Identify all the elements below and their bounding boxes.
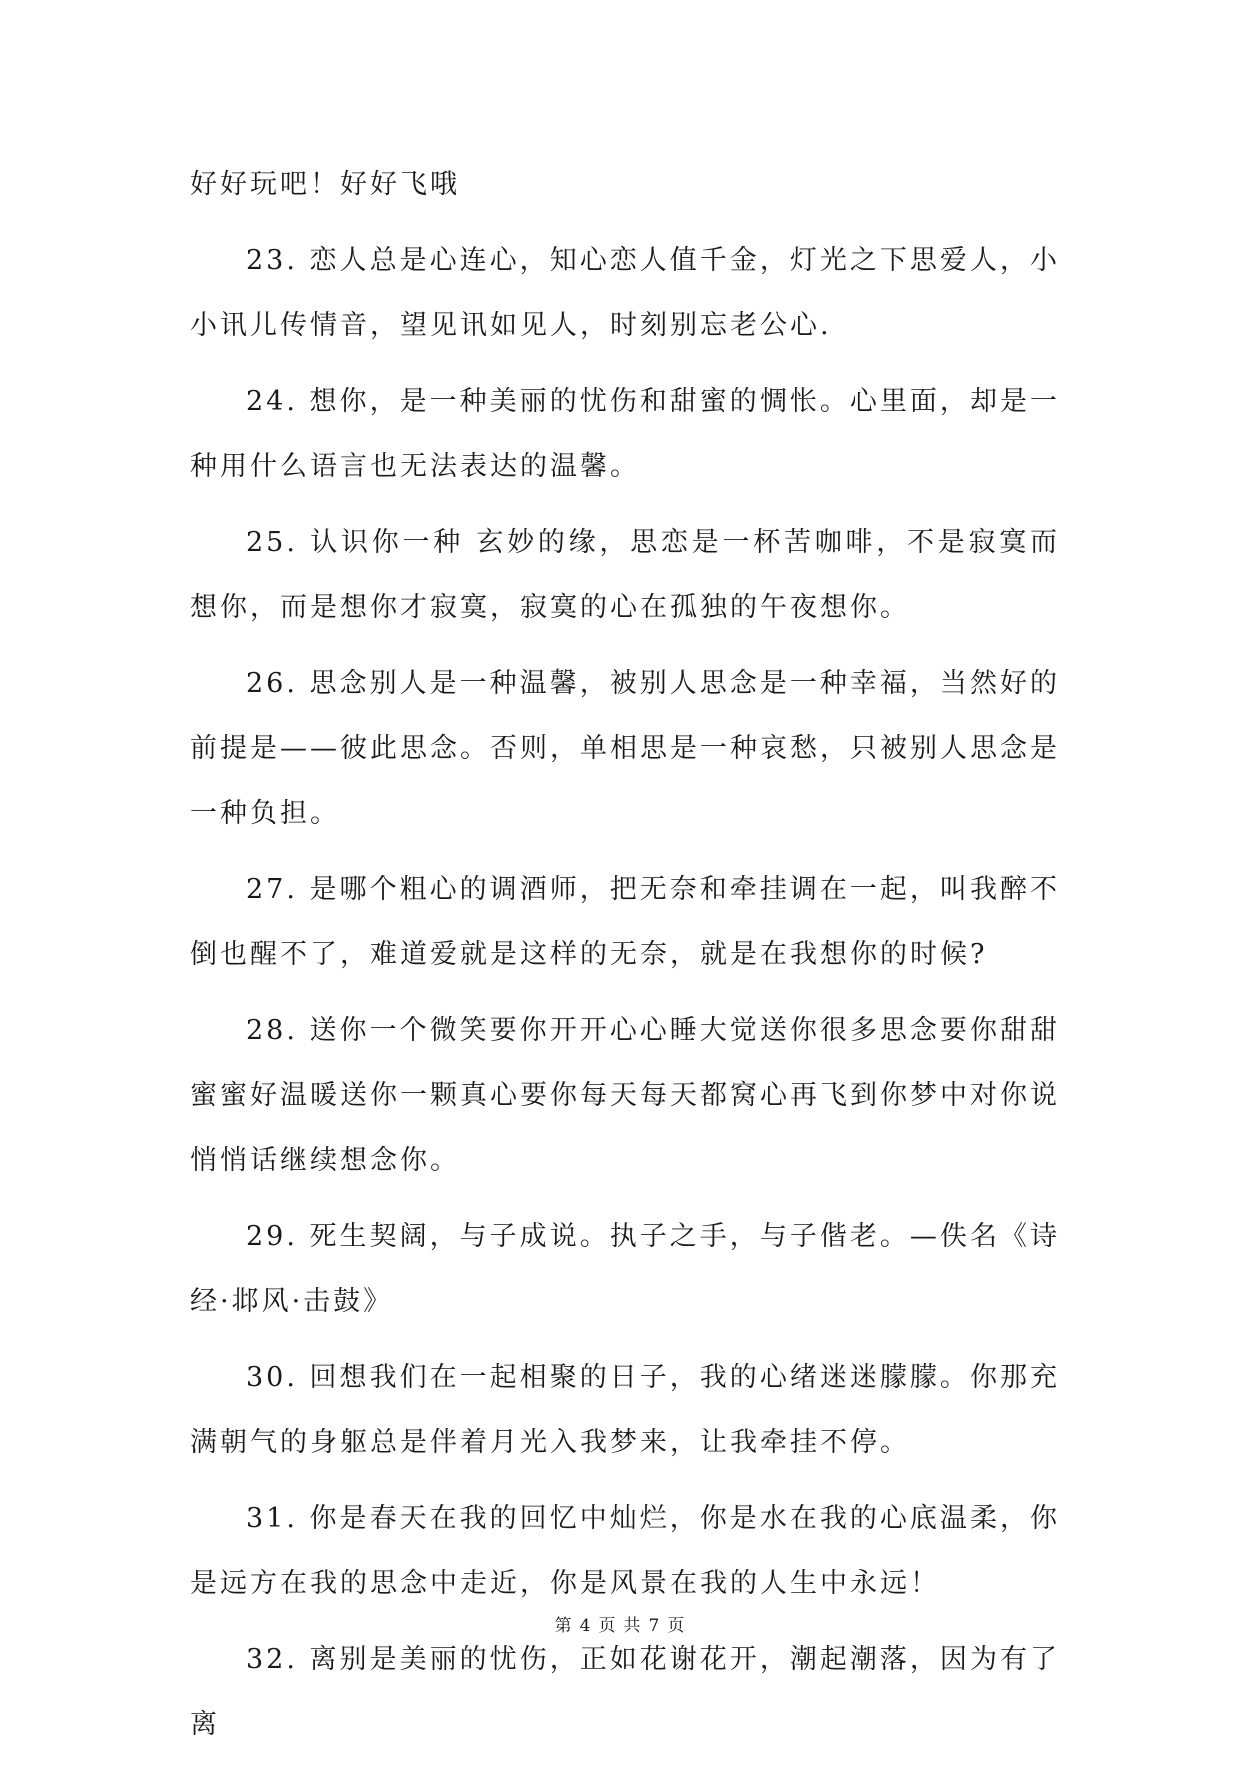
paragraph-continuation: 好好玩吧！好好飞哦 (190, 169, 460, 200)
paragraph-26: 26. 思念别人是一种温馨，被别人思念是一种幸福，当然好的前提是——彼此思念。否则，单相思是一种哀愁，只被别人思念是一种负担。 (190, 668, 1060, 829)
document-body (190, 152, 1060, 1768)
footer-page-label: 第 (554, 1616, 574, 1636)
page-footer (0, 1611, 1241, 1636)
footer-page-unit: 页 (598, 1616, 618, 1636)
footer-total-pages: 7 (648, 1616, 662, 1636)
paragraph-30: 30. 回想我们在一起相聚的日子，我的心绪迷迷朦朦。你那充满朝气的身躯总是伴着月光入我梦来，让我牵挂不停。 (190, 1362, 1060, 1458)
paragraph-32: 32. 离别是美丽的忧伤，正如花谢花开，潮起潮落，因为有了离 (190, 1644, 1060, 1740)
paragraph-29: 29. 死生契阔，与子成说。执子之手，与子偕老。—佚名《诗经·邶风·击鼓》 (190, 1221, 1060, 1317)
paragraph-24: 24. 想你，是一种美丽的忧伤和甜蜜的惆怅。心里面，却是一种用什么语言也无法表达的温馨。 (190, 386, 1060, 482)
paragraph-27: 27. 是哪个粗心的调酒师，把无奈和牵挂调在一起，叫我醉不倒也醒不了，难道爱就是这样的无奈，就是在我想你的时候? (190, 874, 1060, 970)
paragraph-28: 28. 送你一个微笑要你开开心心睡大觉送你很多思念要你甜甜蜜蜜好温暖送你一颗真心要你每天每天都窝心再飞到你梦中对你说悄悄话继续想念你。 (190, 1015, 1060, 1176)
paragraph-25: 25. 认识你一种 玄妙的缘，思恋是一杯苦咖啡，不是寂寞而想你，而是想你才寂寞，寂寞的心在孤独的午夜想你。 (190, 527, 1060, 623)
footer-total-label: 共 (623, 1616, 643, 1636)
footer-total-unit: 页 (667, 1616, 687, 1636)
footer-current-page: 4 (579, 1616, 593, 1636)
paragraph-23: 23. 恋人总是心连心，知心恋人值千金，灯光之下思爱人，小小讯儿传情音，望见讯如见人，时刻别忘老公心. (190, 245, 1060, 341)
paragraph-31: 31. 你是春天在我的回忆中灿烂，你是水在我的心底温柔，你是远方在我的思念中走近，你是风景在我的人生中永远！ (190, 1503, 1060, 1599)
